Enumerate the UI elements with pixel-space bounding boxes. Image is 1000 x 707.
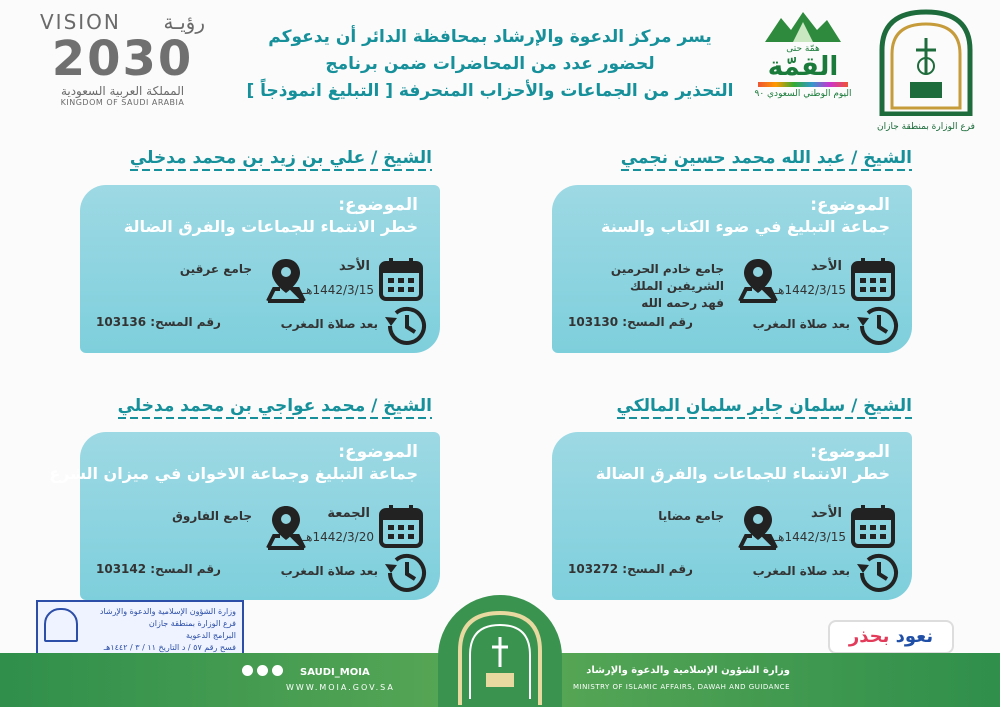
lecture-time: بعد صلاة المغرب bbox=[280, 564, 378, 578]
lecture-day: الجمعة bbox=[327, 506, 370, 521]
ministry-name-ar: وزارة الشؤون الإسلامية والدعوة والإرشاد bbox=[586, 665, 790, 676]
clock-icon bbox=[382, 303, 432, 349]
sheikh-name-2: الشيخ / علي بن زيد بن محمد مدخلي bbox=[130, 148, 432, 168]
national-day-slogan: القمّة bbox=[767, 52, 839, 82]
vision-year: 2030 bbox=[51, 31, 194, 87]
footer-bar bbox=[0, 653, 1000, 707]
lecture-card-2 bbox=[80, 185, 440, 353]
mosque-name: جامع الفاروق bbox=[172, 509, 252, 523]
national-day-slogan-top: همّة حتى bbox=[786, 44, 820, 54]
mosque-name: جامع خادم الحرمين الشريفين الملك فهد رحمه الله bbox=[610, 262, 724, 310]
vision-en-word: VISION bbox=[40, 10, 121, 34]
youtube-icon[interactable] bbox=[272, 665, 283, 676]
location-pin-icon bbox=[736, 504, 780, 550]
facebook-icon[interactable] bbox=[257, 665, 268, 676]
calendar-icon bbox=[378, 504, 424, 548]
social-handle: SAUDI_MOIA bbox=[300, 667, 370, 678]
website-link[interactable]: WWW.MOIA.GOV.SA bbox=[286, 683, 395, 692]
lecture-day: الأحد bbox=[810, 259, 842, 274]
intro-line-2: لحضور عدد من المحاضرات ضمن برنامج bbox=[325, 54, 655, 74]
ministry-name-en: MINISTRY OF ISLAMIC AFFAIRS, DAWAH AND GUIDANCE bbox=[572, 683, 790, 691]
clock-icon bbox=[854, 550, 904, 596]
survey-number: رقم المسح: 103272 bbox=[568, 562, 693, 576]
footer-ministry-arch bbox=[438, 595, 562, 707]
location-pin-icon bbox=[264, 504, 308, 550]
mountain-icon bbox=[763, 10, 843, 44]
survey-number: رقم المسح: 103136 bbox=[96, 315, 221, 329]
mosque-arch-icon bbox=[438, 595, 562, 707]
lecture-time: بعد صلاة المغرب bbox=[280, 317, 378, 331]
topic-label: الموضوع: bbox=[810, 195, 890, 215]
naud-bihadhar-badge bbox=[828, 620, 954, 654]
lecture-date: 1442/3/15هـ bbox=[302, 283, 374, 297]
stamp-logo-icon bbox=[44, 608, 78, 642]
lecture-date: 1442/3/15هـ bbox=[774, 530, 846, 544]
calendar-icon bbox=[378, 257, 424, 301]
calendar-icon bbox=[850, 504, 896, 548]
topic-label: الموضوع: bbox=[338, 442, 418, 462]
lecture-day: الأحد bbox=[810, 506, 842, 521]
badge-word-1: نعود bbox=[895, 626, 934, 647]
ministry-logo bbox=[866, 8, 986, 136]
location-pin-icon bbox=[736, 257, 780, 303]
topic-text: خطر الانتماء للجماعات والفرق الضالة bbox=[595, 464, 890, 483]
intro-line-3: التحذير من الجماعات والأحزاب المنحرفة [ التبليغ انموذجاً ] bbox=[246, 81, 734, 101]
lecture-date: 1442/3/15هـ bbox=[774, 283, 846, 297]
lecture-card-3 bbox=[552, 432, 912, 600]
clock-icon bbox=[382, 550, 432, 596]
vision-ar-word: رؤيـة bbox=[163, 10, 205, 34]
lecture-day: الأحد bbox=[338, 259, 370, 274]
topic-label: الموضوع: bbox=[338, 195, 418, 215]
survey-number: رقم المسح: 103142 bbox=[96, 562, 221, 576]
topic-text: جماعة التبليغ وجماعة الاخوان في ميزان الشرع bbox=[49, 464, 418, 483]
header-intro bbox=[240, 24, 740, 105]
lecture-card-4 bbox=[49, 432, 440, 600]
badge-word-2: بحذر bbox=[848, 626, 890, 647]
sheikh-name-3: الشيخ / سلمان جابر سلمان المالكي bbox=[617, 396, 912, 416]
vision-kingdom-ar: المملكة العربية السعودية bbox=[60, 84, 185, 98]
mosque-name: جامع مضايا bbox=[658, 509, 724, 523]
topic-text: جماعة التبليغ في ضوء الكتاب والسنة bbox=[601, 217, 890, 236]
vision-kingdom-en: KINGDOM OF SAUDI ARABIA bbox=[60, 98, 185, 107]
intro-line-1: يسر مركز الدعوة والإرشاد بمحافظة الدائر أن يدعوكم bbox=[268, 27, 712, 47]
stamp-line-2: فرع الوزارة بمنطقة جازان bbox=[148, 619, 236, 628]
lecture-time: بعد صلاة المغرب bbox=[752, 564, 850, 578]
instagram-icon[interactable] bbox=[242, 665, 253, 676]
lecture-date: 1442/3/20هـ bbox=[302, 530, 374, 544]
lecture-card-1 bbox=[552, 185, 912, 353]
mosque-name: جامع عرقين bbox=[179, 262, 252, 276]
national-day-subtitle: اليوم الوطني السعودي ٩٠ bbox=[754, 89, 852, 99]
vision-2030-logo bbox=[40, 10, 205, 107]
calendar-icon bbox=[850, 257, 896, 301]
ministry-branch-caption: فرع الوزارة بمنطقة جازان bbox=[877, 122, 975, 132]
stamp-line-1: وزارة الشؤون الإسلامية والدعوة والإرشاد bbox=[99, 607, 236, 616]
national-day-logo bbox=[748, 10, 858, 125]
topic-text: خطر الانتماء للجماعات والفرق الضالة bbox=[123, 217, 418, 236]
social-icons bbox=[242, 665, 283, 676]
stamp-line-3: البرامج الدعوية bbox=[186, 631, 236, 640]
mosque-arch-icon bbox=[876, 8, 976, 116]
sheikh-name-1: الشيخ / عبد الله محمد حسين نجمي bbox=[621, 148, 912, 168]
stamp-line-4: فسح رقم ٥٧ / د التاريخ ١١ / ٣ / ١٤٤٢هـ bbox=[103, 643, 236, 652]
national-day-stripe bbox=[758, 82, 848, 87]
sheikh-name-4: الشيخ / محمد عواجي بن محمد مدخلي bbox=[118, 396, 432, 416]
location-pin-icon bbox=[264, 257, 308, 303]
survey-number: رقم المسح: 103130 bbox=[568, 315, 693, 329]
clock-icon bbox=[854, 303, 904, 349]
topic-label: الموضوع: bbox=[810, 442, 890, 462]
lecture-time: بعد صلاة المغرب bbox=[752, 317, 850, 331]
